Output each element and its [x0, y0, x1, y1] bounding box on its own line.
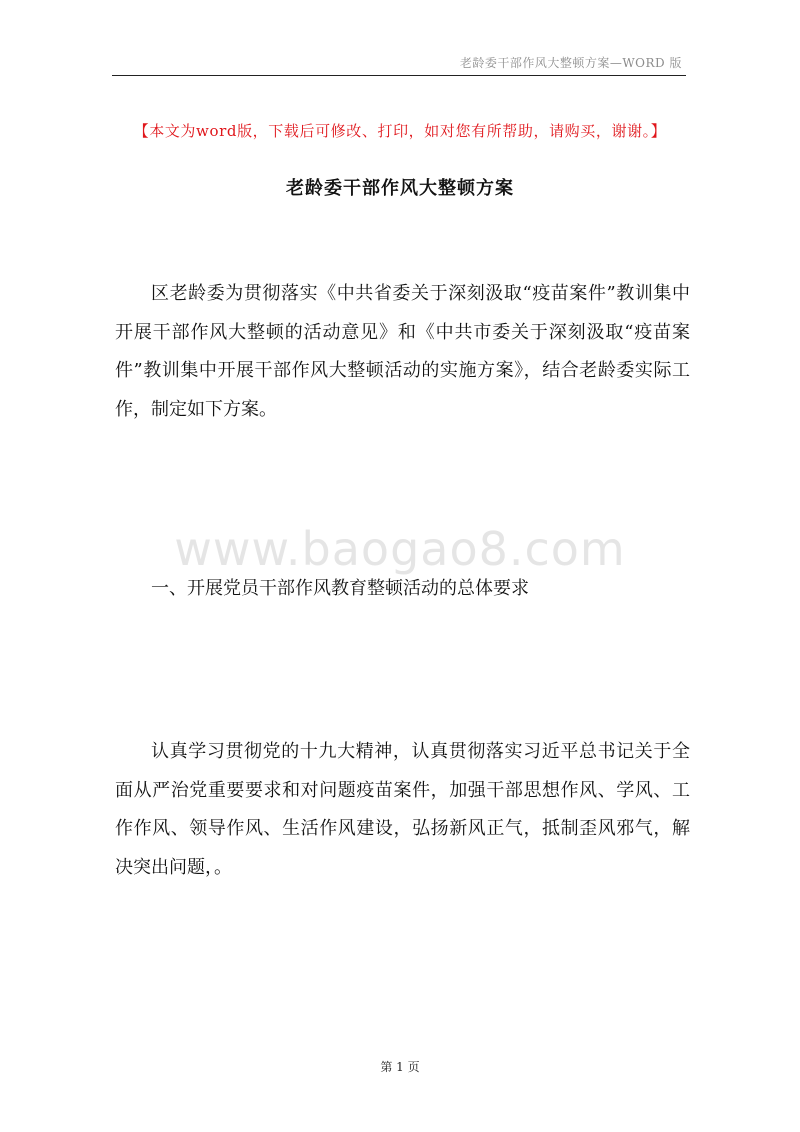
header-divider — [112, 75, 686, 76]
watermark-text: www.baogao8.com — [174, 522, 626, 576]
section-heading: 一、开展党员干部作风教育整顿活动的总体要求 — [151, 578, 529, 599]
page-number: 第 1 页 — [380, 1060, 420, 1074]
document-title: 老龄委干部作风大整顿方案 — [286, 178, 514, 199]
paragraph-intro: 区老龄委为贯彻落实《中共省委关于深刻汲取“疫苗案件”教训集中开展干部作风大整顿的活动意见》和《中共市委关于深刻汲取“疫苗案件”教训集中开展干部作风大整顿活动的实施方案》，结合老龄委实际工作，制定如下方案。 — [115, 283, 690, 420]
running-header: 老龄委干部作风大整顿方案—WORD 版 — [459, 56, 682, 70]
download-notice: 【本文为word版，下载后可修改、打印，如对您有所帮助，请购买，谢谢。】 — [133, 122, 667, 140]
paragraph-requirements: 认真学习贯彻党的十九大精神，认真贯彻落实习近平总书记关于全面从严治党重要要求和对问题疫苗案件，加强干部思想作风、学风、工作作风、领导作风、生活作风建设，弘扬新风正气，抵制歪风邪气，解决突出问题，。 — [115, 741, 690, 878]
